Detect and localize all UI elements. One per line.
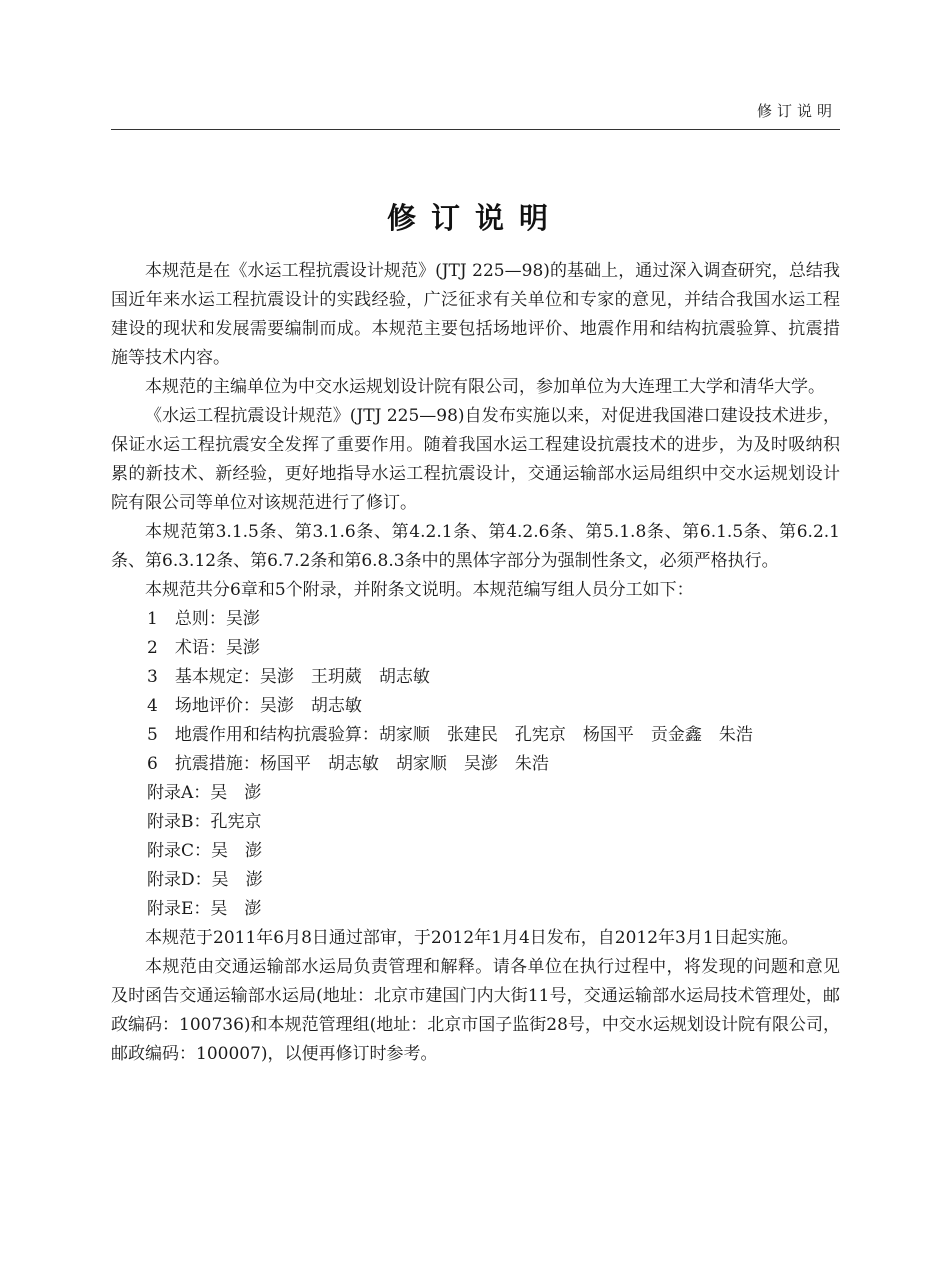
staff-item-chapter-1: 1 总则：吴澎 — [147, 609, 260, 629]
header-divider — [111, 129, 840, 130]
staff-item-chapter-6: 6 抗震措施：杨国平 胡志敏 胡家顺 吴澎 朱浩 — [147, 754, 549, 774]
paragraph-contact: 本规范由交通运输部水运局负责管理和解释。请各单位在执行过程中，将发现的问题和意见及时函告交通运输部水运局(地址：北京市建国门内大街11号，交通运输部水运局技术管理处，邮政编码：100736)和本规范管理组(地址：北京市国子监街28号，中交水运规划设计院有限公司，邮政编码：100007)，以便再修订时参考。 — [111, 957, 840, 1064]
staff-item-chapter-2: 2 术语：吴澎 — [147, 638, 260, 658]
page-title: 修订说明 — [386, 201, 563, 235]
staff-item-chapter-5: 5 地震作用和结构抗震验算：胡家顺 张建民 孔宪京 杨国平 贡金鑫 朱浩 — [147, 725, 753, 745]
running-header: 修订说明 — [756, 102, 837, 120]
staff-item-appendix-b: 附录B：孔宪京 — [147, 812, 262, 832]
staff-item-appendix-d: 附录D：吴 澎 — [147, 870, 263, 890]
staff-item-chapter-4: 4 场地评价：吴澎 胡志敏 — [147, 696, 362, 716]
paragraph-history: 《水运工程抗震设计规范》(JTJ 225—98)自发布实施以来，对促进我国港口建设技术进步，保证水运工程抗震安全发挥了重要作用。随着我国水运工程建设抗震技术的进步，为及时吸纳积累的新技术、新经验，更好地指导水运工程抗震设计，交通运输部水运局组织中交水运规划设计院有限公司等单位对该规范进行了修订。 — [111, 406, 840, 513]
staff-item-appendix-a: 附录A：吴 澎 — [147, 783, 262, 803]
paragraph-release-dates: 本规范于2011年6月8日通过部审，于2012年1月4日发布，自2012年3月1日起实施。 — [145, 928, 799, 948]
staff-list — [111, 605, 840, 924]
staff-item-appendix-e: 附录E：吴 澎 — [147, 899, 262, 919]
staff-item-chapter-3: 3 基本规定：吴澎 王玥葳 胡志敏 — [147, 667, 430, 687]
paragraph-editors: 本规范的主编单位为中交水运规划设计院有限公司，参加单位为大连理工大学和清华大学。 — [145, 377, 825, 397]
body-text — [111, 257, 840, 1069]
paragraph-basis: 本规范是在《水运工程抗震设计规范》(JTJ 225—98)的基础上，通过深入调查研究，总结我国近年来水运工程抗震设计的实践经验，广泛征求有关单位和专家的意见，并结合我国水运工程建设的现状和发展需要编制而成。本规范主要包括场地评价、地震作用和结构抗震验算、抗震措施等技术内容。 — [111, 261, 840, 368]
paragraph-mandatory-clauses: 本规范第3.1.5条、第3.1.6条、第4.2.1条、第4.2.6条、第5.1.8条、第6.1.5条、第6.2.1条、第6.3.12条、第6.7.2条和第6.8.3条中的黑体字部分为强制性条文，必须严格执行。 — [111, 522, 840, 571]
staff-item-appendix-c: 附录C：吴 澎 — [147, 841, 263, 861]
paragraph-structure: 本规范共分6章和5个附录，并附条文说明。本规范编写组人员分工如下： — [145, 580, 694, 600]
